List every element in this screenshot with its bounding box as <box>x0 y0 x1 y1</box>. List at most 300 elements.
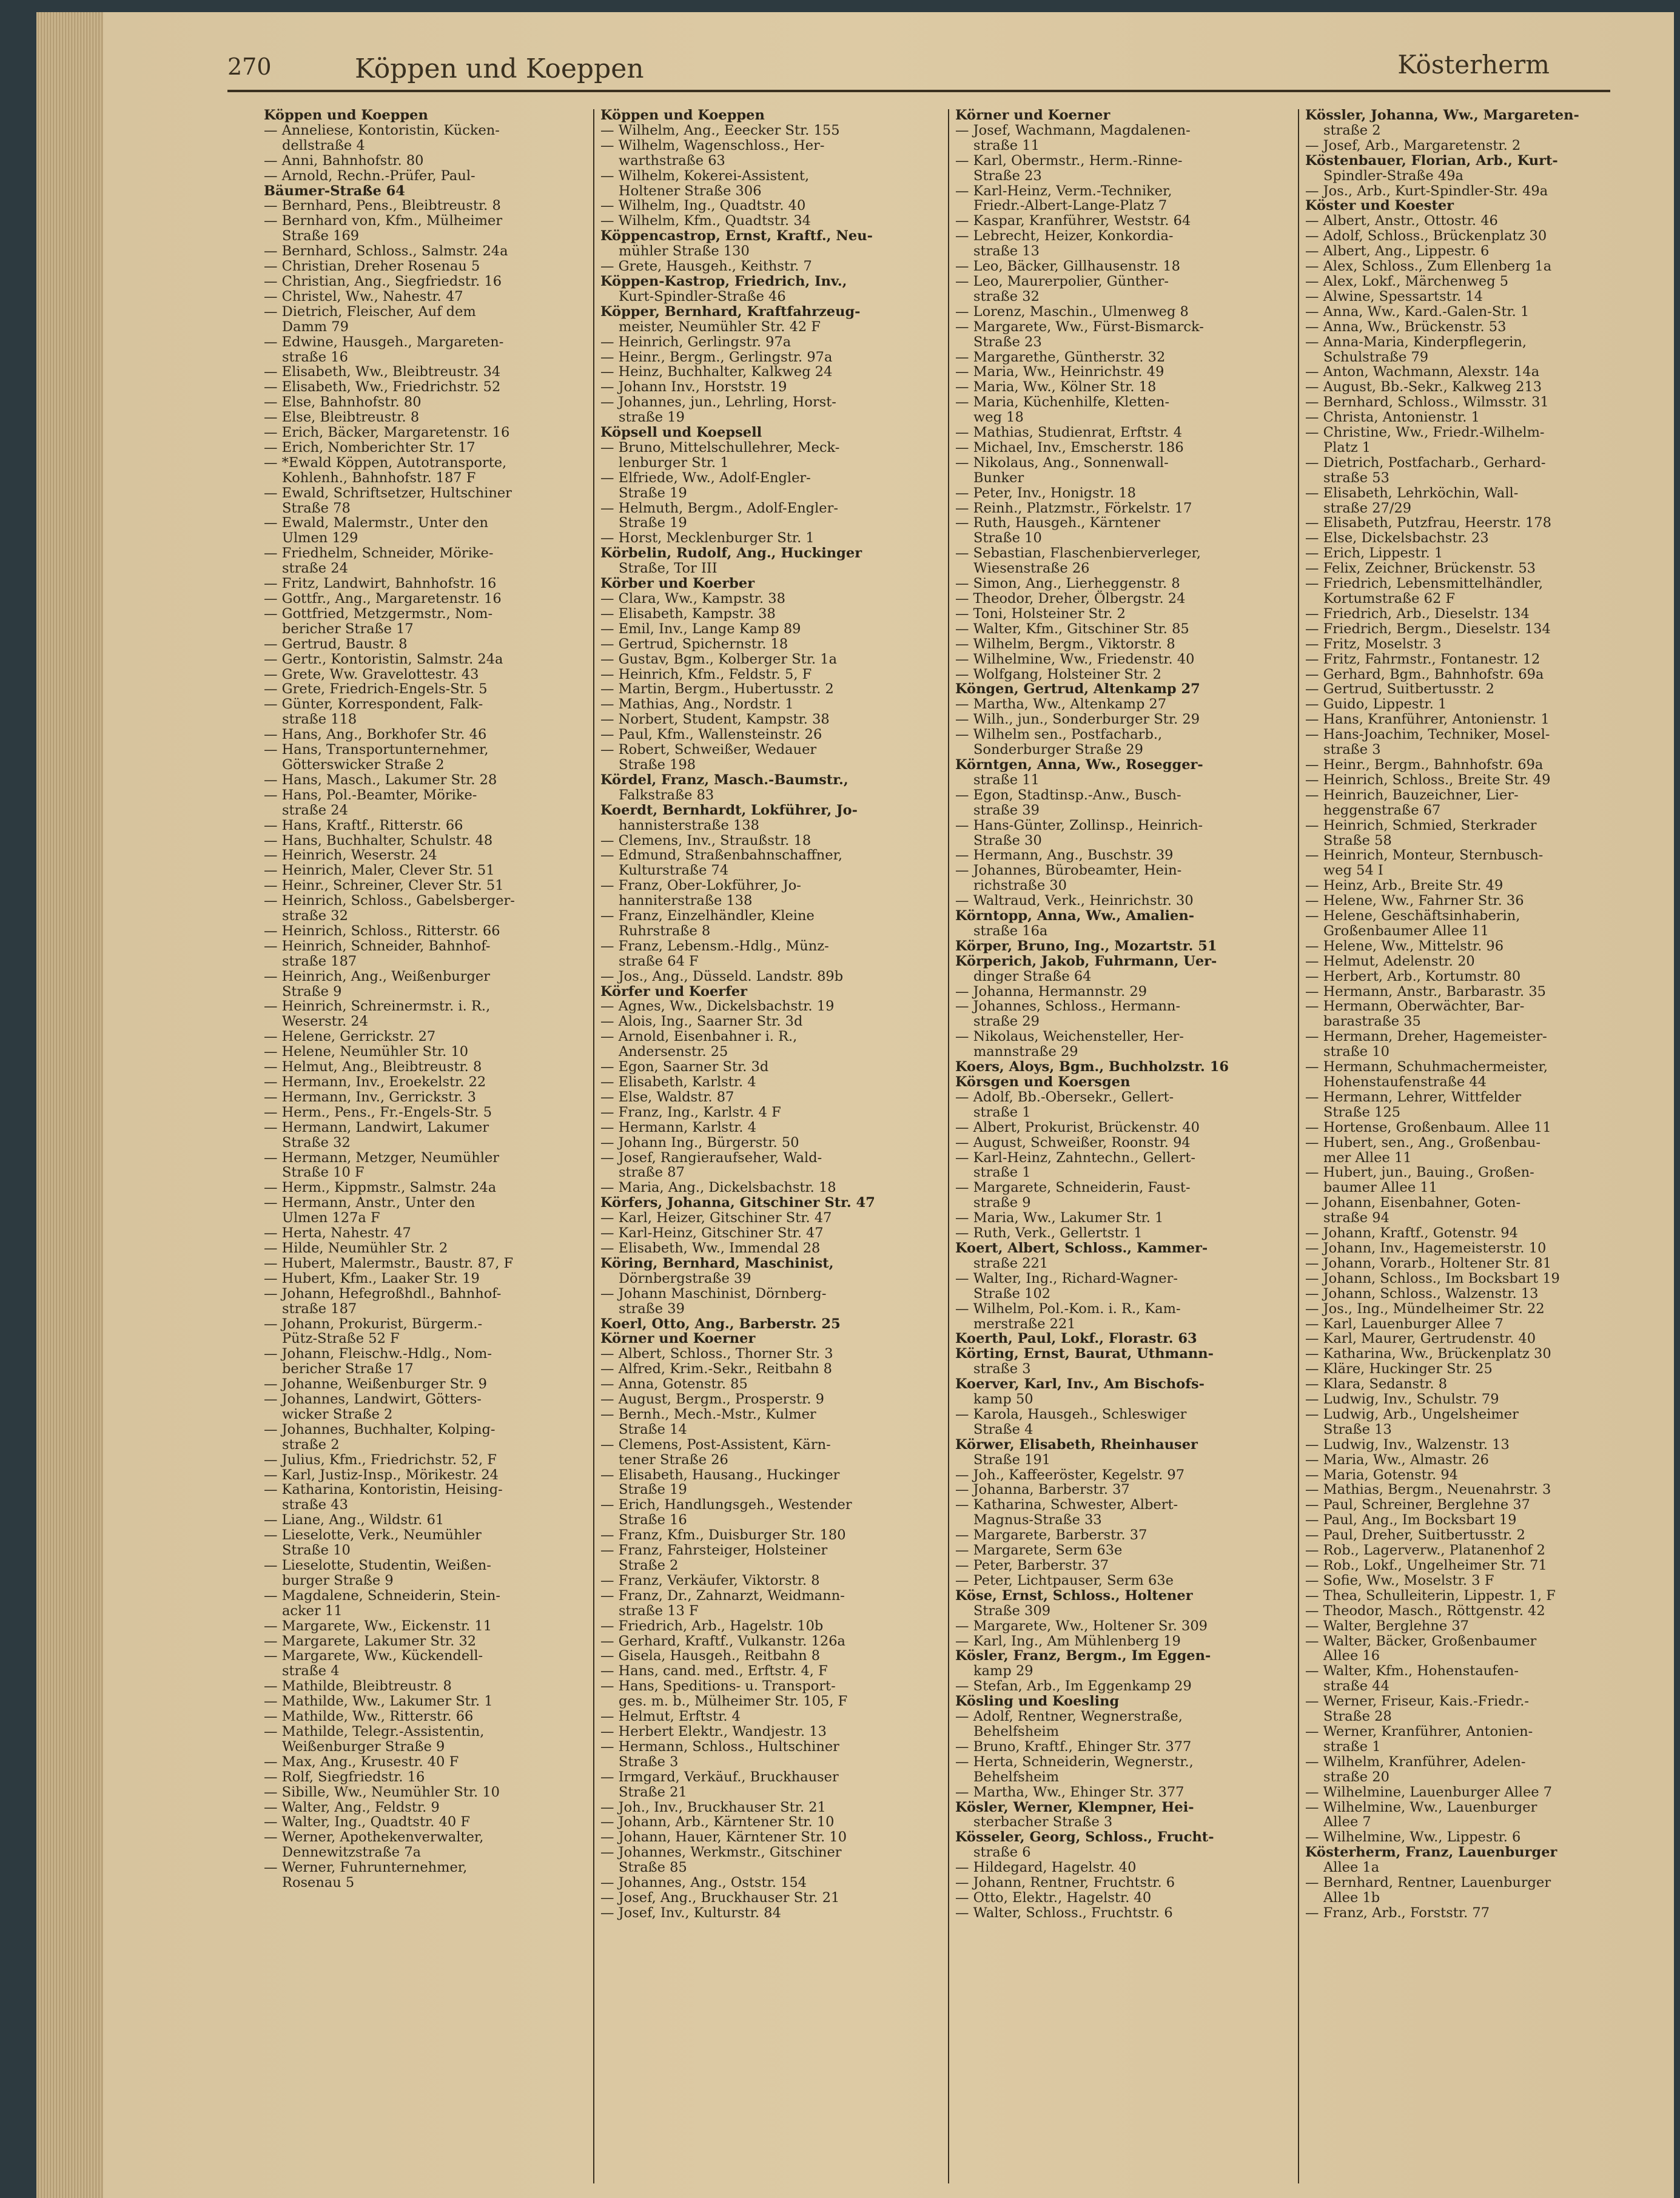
directory-line: tener Straße 26 <box>619 1451 728 1468</box>
directory-line: Straße 14 <box>619 1421 687 1437</box>
directory-line: acker 11 <box>282 1602 343 1619</box>
directory-line: — Robert, Schweißer, Wedauer <box>600 742 817 758</box>
directory-line: — Gerhard, Bgm., Bahnhofstr. 69a <box>1305 666 1544 682</box>
directory-line: — Margarete, Ww., Fürst-Bismarck- <box>955 318 1204 335</box>
directory-line: — Liane, Ang., Wildstr. 61 <box>264 1512 445 1528</box>
directory-line: — Heinz, Buchhalter, Kalkweg 24 <box>600 364 833 380</box>
left-running-head: Köppen und Koeppen <box>355 53 644 84</box>
directory-line: — Erich, Bäcker, Margaretenstr. 16 <box>264 425 510 441</box>
directory-line: — Rob., Lokf., Ungelheimer Str. 71 <box>1305 1558 1547 1573</box>
directory-line: — Sebastian, Flaschenbierverleger, <box>955 545 1201 562</box>
directory-line: — Bruno, Mittelschullehrer, Meck- <box>600 439 840 455</box>
directory-line: Spindler-Straße 49a <box>1323 167 1463 184</box>
page-number: 270 <box>227 53 272 80</box>
directory-line: — Herta, Schneiderin, Wegnerstr., <box>955 1753 1194 1770</box>
directory-line: — Walter, Kfm., Gitschiner Str. 85 <box>955 620 1189 637</box>
directory-line: — Helmut, Erftstr. 4 <box>600 1709 741 1725</box>
directory-line: — Johann, Arb., Kärntener Str. 10 <box>600 1814 835 1830</box>
directory-line: — Christel, Ww., Nahestr. 47 <box>264 288 463 304</box>
directory-line: — Gisela, Hausgeh., Reitbahn 8 <box>600 1648 821 1664</box>
directory-line: — Maria, Ww., Almastr. 26 <box>1305 1451 1489 1468</box>
directory-line: — Heinrich, Kfm., Feldstr. 5, F <box>600 666 812 682</box>
directory-line: — Helene, Ww., Fahrner Str. 36 <box>1305 893 1524 909</box>
directory-line: — Wilhelm, Wagenschloss., Her- <box>600 137 825 153</box>
directory-line: straße 39 <box>973 802 1040 818</box>
directory-line: — Ewald, Schriftsetzer, Hultschiner <box>264 485 512 501</box>
directory-line: Straße 102 <box>973 1285 1051 1302</box>
directory-line: — Johannes, Ang., Oststr. 154 <box>600 1875 807 1891</box>
directory-line: — Karl, Obermstr., Herm.-Rinne- <box>955 152 1183 169</box>
directory-line: kamp 29 <box>973 1663 1033 1679</box>
directory-line: hannisterstraße 138 <box>619 817 759 833</box>
directory-line: Körperich, Jakob, Fuhrmann, Uer- <box>955 953 1217 969</box>
directory-line: — Elfriede, Ww., Adolf-Engler- <box>600 469 811 486</box>
header-rule <box>227 90 1610 92</box>
directory-line: — Maria, Gotenstr. 94 <box>1305 1467 1458 1483</box>
directory-column-4 <box>1305 108 1621 2188</box>
directory-line: — Wilhelm, Pol.-Kom. i. R., Kam- <box>955 1300 1181 1317</box>
directory-line: — Elisabeth, Lehrköchin, Wall- <box>1305 485 1519 501</box>
directory-line: richstraße 30 <box>973 878 1067 894</box>
directory-line: ges. m. b., Mülheimer Str. 105, F <box>619 1693 848 1710</box>
directory-line: Kortumstraße 62 F <box>1323 591 1456 607</box>
directory-line: Straße 10 <box>973 530 1042 546</box>
directory-line: — Julius, Kfm., Friedrichstr. 52, F <box>264 1451 497 1468</box>
directory-line: — Rob., Lagerverw., Platanenhof 2 <box>1305 1542 1545 1559</box>
page-header <box>227 36 1635 91</box>
directory-line: Straße 21 <box>619 1784 687 1800</box>
directory-line: — Helene, Gerrickstr. 27 <box>264 1029 436 1045</box>
directory-line: — Hans, Buchhalter, Schulstr. 48 <box>264 832 493 849</box>
directory-line: — Erich, Handlungsgeh., Westender <box>600 1497 852 1513</box>
directory-line: Kulturstraße 74 <box>619 862 729 879</box>
directory-line: — Hans-Günter, Zollinsp., Heinrich- <box>955 817 1203 833</box>
directory-line: mannstraße 29 <box>973 1044 1078 1060</box>
directory-line: — Johannes, Schloss., Hermann- <box>955 998 1181 1015</box>
directory-line: — Peter, Barberstr. 37 <box>955 1558 1109 1573</box>
directory-line: — Johann, Kraftf., Gotenstr. 94 <box>1305 1225 1518 1242</box>
directory-line: — Martin, Bergm., Hubertusstr. 2 <box>600 681 834 697</box>
directory-line: Köppen und Koeppen <box>600 108 765 123</box>
directory-line: — Thea, Schulleiterin, Lippestr. 1, F <box>1305 1587 1556 1604</box>
directory-line: straße 13 F <box>619 1602 699 1619</box>
directory-line: — Bernhard, Rentner, Lauenburger <box>1305 1875 1551 1891</box>
directory-line: — Heinrich, Schloss., Ritterstr. 66 <box>264 923 500 939</box>
directory-line: — Hermann, Schloss., Hultschiner <box>600 1738 839 1755</box>
directory-line: — Alex, Lokf., Märchenweg 5 <box>1305 273 1509 289</box>
directory-line: — Franz, Verkäufer, Viktorstr. 8 <box>600 1572 820 1588</box>
directory-line: Körting, Ernst, Baurat, Uthmann- <box>955 1346 1214 1362</box>
directory-line: — Grete, Ww. Gravelottestr. 43 <box>264 666 479 682</box>
directory-line: — Bernhard, Schloss., Wilmsstr. 31 <box>1305 394 1549 411</box>
directory-line: — Margarete, Schneiderin, Faust- <box>955 1180 1191 1196</box>
directory-line: Kösterherm, Franz, Lauenburger <box>1305 1844 1557 1861</box>
directory-line: — Else, Bahnhofstr. 80 <box>264 394 422 411</box>
directory-line: — Anton, Wachmann, Alexstr. 14a <box>1305 364 1540 380</box>
directory-line: — Heinrich, Monteur, Sternbusch- <box>1305 847 1544 864</box>
directory-line: straße 187 <box>282 1300 357 1317</box>
directory-line: mer Allee 11 <box>1323 1149 1412 1166</box>
directory-line: Straße 19 <box>619 485 687 501</box>
directory-line: — Johann, Schloss., Im Bocksbart 19 <box>1305 1270 1560 1286</box>
directory-line: — Heinrich, Maler, Clever Str. 51 <box>264 862 495 879</box>
directory-line: — Else, Bleibtreustr. 8 <box>264 409 420 426</box>
directory-line: — Werner, Friseur, Kais.-Friedr.- <box>1305 1693 1529 1710</box>
directory-line: — Magdalene, Schneiderin, Stein- <box>264 1587 500 1604</box>
directory-line: Kurt-Spindler-Straße 46 <box>619 288 786 304</box>
directory-line: Pütz-Straße 52 F <box>282 1331 400 1347</box>
directory-line: Kösler, Franz, Bergm., Im Eggen- <box>955 1648 1211 1664</box>
directory-line: — Margarete, Serm 63e <box>955 1542 1123 1559</box>
directory-line: — Johann Ing., Bürgerstr. 50 <box>600 1134 799 1151</box>
directory-line: — Franz, Fahrsteiger, Holsteiner <box>600 1542 828 1559</box>
directory-line: Straße 10 <box>282 1542 351 1559</box>
directory-line: Andersenstr. 25 <box>619 1044 728 1060</box>
directory-line: — Clara, Ww., Kampstr. 38 <box>600 591 785 607</box>
directory-line: — Mathilde, Ww., Ritterstr. 66 <box>264 1709 474 1725</box>
directory-line: — Paul, Kfm., Wallensteinstr. 26 <box>600 727 822 743</box>
directory-line: Straße 19 <box>619 1482 687 1498</box>
directory-line: Körsgen und Koersgen <box>955 1074 1131 1090</box>
directory-line: Köppen und Koeppen <box>264 108 428 123</box>
directory-line: straße 53 <box>1323 469 1389 486</box>
column-divider <box>593 109 594 2183</box>
directory-line: — Gertrud, Baustr. 8 <box>264 636 408 652</box>
directory-line: Straße 309 <box>973 1602 1051 1619</box>
directory-line: burger Straße 9 <box>282 1572 394 1588</box>
directory-line: straße 87 <box>619 1165 685 1181</box>
directory-line: — Paul, Schreiner, Berglehne 37 <box>1305 1497 1530 1513</box>
directory-line: Straße 30 <box>973 832 1042 849</box>
directory-line: Straße 125 <box>1323 1104 1401 1120</box>
directory-line: dellstraße 4 <box>282 137 365 153</box>
directory-line: — Hans, Masch., Lakumer Str. 28 <box>264 771 497 788</box>
directory-line: — Wilhelmine, Ww., Lippestr. 6 <box>1305 1829 1521 1846</box>
directory-line: — Helmut, Adelenstr. 20 <box>1305 953 1475 969</box>
directory-line: — Maria, Küchenhilfe, Kletten- <box>955 394 1170 411</box>
directory-line: — Margarete, Ww., Kückendell- <box>264 1648 483 1664</box>
directory-line: — Katharina, Ww., Brückenplatz 30 <box>1305 1346 1551 1362</box>
directory-line: — Alfred, Krim.-Sekr., Reitbahn 8 <box>600 1361 832 1377</box>
directory-line: — Heinz, Arb., Breite Str. 49 <box>1305 878 1504 894</box>
directory-line: Kördel, Franz, Masch.-Baumstr., <box>600 771 848 788</box>
directory-line: Körbelin, Rudolf, Ang., Huckinger <box>600 545 862 562</box>
directory-line: — Gertr., Kontoristin, Salmstr. 24a <box>264 651 503 667</box>
directory-line: — Christian, Dreher Rosenau 5 <box>264 258 480 275</box>
directory-line: — Bernhard, Pens., Bleibtreustr. 8 <box>264 198 501 214</box>
directory-line: Köpsell und Koepsell <box>600 425 762 441</box>
directory-line: — Johann, Hauer, Kärntener Str. 10 <box>600 1829 847 1846</box>
directory-line: Koerl, Otto, Ang., Barberstr. 25 <box>600 1316 841 1332</box>
directory-line: — Heinr., Bergm., Bahnhofstr. 69a <box>1305 756 1544 773</box>
directory-line: Ulmen 127a F <box>282 1210 380 1226</box>
directory-line: Allee 1a <box>1323 1860 1380 1876</box>
directory-line: Körner und Koerner <box>600 1331 756 1347</box>
directory-line: — Albert, Schloss., Thorner Str. 3 <box>600 1346 833 1362</box>
directory-line: — Gottfr., Ang., Margaretenstr. 16 <box>264 591 502 607</box>
directory-line: — Mathias, Bergm., Neuenahrstr. 3 <box>1305 1482 1551 1498</box>
directory-line: — Klara, Sedanstr. 8 <box>1305 1376 1448 1393</box>
directory-line: Bäumer-Straße 64 <box>264 183 405 199</box>
directory-line: — Hans, Kranführer, Antonienstr. 1 <box>1305 711 1550 728</box>
directory-line: — Hans, Transportunternehmer, <box>264 742 489 758</box>
directory-line: — Franz, Dr., Zahnarzt, Weidmann- <box>600 1587 845 1604</box>
directory-line: — Lebrecht, Heizer, Konkordia- <box>955 228 1174 244</box>
directory-line: — Elisabeth, Ww., Bleibtreustr. 34 <box>264 364 501 380</box>
directory-line: — Hermann, Karlstr. 4 <box>600 1119 757 1135</box>
directory-line: straße 118 <box>282 711 357 728</box>
directory-line: Behelfsheim <box>973 1769 1060 1785</box>
directory-line: straße 19 <box>619 409 685 426</box>
directory-line: Straße 16 <box>619 1512 687 1528</box>
directory-line: — Leo, Bäcker, Gillhausenstr. 18 <box>955 258 1180 275</box>
directory-line: straße 221 <box>973 1255 1049 1271</box>
directory-line: — Johann, Inv., Hagemeisterstr. 10 <box>1305 1240 1547 1256</box>
directory-line: — Helene, Geschäftsinhaberin, <box>1305 908 1520 924</box>
directory-line: — Johannes, Buchhalter, Kolping- <box>264 1421 496 1437</box>
directory-line: bericher Straße 17 <box>282 1361 414 1377</box>
directory-line: sterbacher Straße 3 <box>973 1814 1113 1830</box>
directory-line: — Gottfried, Metzgermstr., Nom- <box>264 605 493 622</box>
directory-line: — Guido, Lippestr. 1 <box>1305 696 1447 713</box>
directory-line: — Hermann, Dreher, Hagemeister- <box>1305 1029 1547 1045</box>
directory-line: — Hildegard, Hagelstr. 40 <box>955 1860 1137 1876</box>
directory-line: — Johann, Fleischw.-Hdlg., Nom- <box>264 1346 492 1362</box>
directory-line: Falkstraße 83 <box>619 787 714 803</box>
directory-line: — Wilhelm, Ing., Quadtstr. 40 <box>600 198 806 214</box>
directory-line: wicker Straße 2 <box>282 1406 393 1422</box>
directory-line: — Elisabeth, Ww., Friedrichstr. 52 <box>264 379 501 395</box>
directory-line: — Lieselotte, Studentin, Weißen- <box>264 1558 491 1573</box>
directory-line: — Emil, Inv., Lange Kamp 89 <box>600 620 801 637</box>
directory-line: — Bernhard von, Kfm., Mülheimer <box>264 213 503 229</box>
directory-line: Straße 9 <box>282 983 342 1000</box>
directory-line: Straße 169 <box>282 228 360 244</box>
directory-line: dinger Straße 64 <box>973 968 1092 984</box>
directory-line: — Ruth, Hausgeh., Kärntener <box>955 515 1161 531</box>
directory-line: — Grete, Friedrich-Engels-Str. 5 <box>264 681 488 697</box>
directory-line: — Wolfgang, Holsteiner Str. 2 <box>955 666 1161 682</box>
directory-line: Straße 32 <box>282 1134 351 1151</box>
directory-line: — Simon, Ang., Lierheggenstr. 8 <box>955 576 1180 592</box>
directory-line: — Josef, Ang., Bruckhauser Str. 21 <box>600 1889 840 1906</box>
directory-line: — Friedrich, Bergm., Dieselstr. 134 <box>1305 620 1551 637</box>
directory-line: — Sofie, Ww., Moselstr. 3 F <box>1305 1572 1494 1588</box>
directory-line: — Felix, Zeichner, Brückenstr. 53 <box>1305 560 1536 577</box>
directory-line: — Ludwig, Inv., Schulstr. 79 <box>1305 1391 1499 1408</box>
directory-line: — Johannes, Bürobeamter, Hein- <box>955 862 1182 879</box>
directory-line: — Johanne, Weißenburger Str. 9 <box>264 1376 487 1393</box>
directory-line: — Nikolaus, Weichensteller, Her- <box>955 1029 1184 1045</box>
directory-line: — Christa, Antonienstr. 1 <box>1305 409 1480 426</box>
directory-line: — Karl, Heizer, Gitschiner Str. 47 <box>600 1210 832 1226</box>
directory-line: heggenstraße 67 <box>1323 802 1441 818</box>
directory-line: — Günter, Korrespondent, Falk- <box>264 696 483 713</box>
directory-line: — Gertrud, Spichernstr. 18 <box>600 636 788 652</box>
directory-line: — Peter, Inv., Honigstr. 18 <box>955 485 1136 501</box>
directory-line: — Hans, Pol.-Beamter, Mörike- <box>264 787 477 803</box>
directory-line: — Joh., Inv., Bruckhauser Str. 21 <box>600 1799 826 1815</box>
directory-line: — Peter, Lichtpauser, Serm 63e <box>955 1572 1174 1588</box>
directory-line: — Bernhard, Schloss., Salmstr. 24a <box>264 243 508 260</box>
directory-line: — Hermann, Ang., Buschstr. 39 <box>955 847 1174 864</box>
directory-line: — Karl, Justiz-Insp., Mörikestr. 24 <box>264 1467 499 1483</box>
directory-line: straße 2 <box>282 1436 340 1453</box>
directory-line: — Elisabeth, Ww., Immendal 28 <box>600 1240 821 1256</box>
directory-line: — Josef, Wachmann, Magdalenen- <box>955 122 1191 138</box>
directory-line: — Karl-Heinz, Gitschiner Str. 47 <box>600 1225 824 1242</box>
directory-line: — Herta, Nahestr. 47 <box>264 1225 411 1242</box>
directory-line: Rosenau 5 <box>282 1875 355 1891</box>
directory-line: Straße 23 <box>973 334 1042 350</box>
directory-line: — Hermann, Lehrer, Wittfelder <box>1305 1089 1522 1105</box>
directory-line: — Hermann, Inv., Gerrickstr. 3 <box>264 1089 476 1105</box>
directory-column-2 <box>600 108 940 2188</box>
directory-line: — Hilde, Neumühler Str. 2 <box>264 1240 448 1256</box>
directory-line: — Kläre, Huckinger Str. 25 <box>1305 1361 1493 1377</box>
directory-line: — Johann, Rentner, Fruchtstr. 6 <box>955 1875 1175 1891</box>
directory-line: — Hubert, Kfm., Laaker Str. 19 <box>264 1270 480 1286</box>
directory-line: — Stefan, Arb., Im Eggenkamp 29 <box>955 1678 1192 1695</box>
directory-line: Wiesenstraße 26 <box>973 560 1090 577</box>
directory-line: Straße 10 F <box>282 1165 365 1181</box>
directory-line: straße 24 <box>282 560 348 577</box>
directory-line: lenburger Str. 1 <box>619 454 729 471</box>
directory-line: — Norbert, Student, Kampstr. 38 <box>600 711 830 728</box>
directory-line: straße 3 <box>1323 742 1381 758</box>
directory-line: Koerver, Karl, Inv., Am Bischofs- <box>955 1376 1205 1393</box>
directory-line: — Erich, Nomberichter Str. 17 <box>264 439 475 455</box>
directory-line: — Christine, Ww., Friedr.-Wilhelm- <box>1305 425 1545 441</box>
directory-line: — Franz, Kfm., Duisburger Str. 180 <box>600 1527 846 1544</box>
directory-line: — Edwine, Hausgeh., Margareten- <box>264 334 504 350</box>
directory-line: straße 24 <box>282 802 348 818</box>
directory-line: — Alex, Schloss., Zum Ellenberg 1a <box>1305 258 1552 275</box>
directory-line: — Max, Ang., Krusestr. 40 F <box>264 1753 459 1770</box>
directory-line: — Maria, Ww., Heinrichstr. 49 <box>955 364 1164 380</box>
directory-line: — Hans, Speditions- u. Transport- <box>600 1678 836 1695</box>
directory-line: Straße 19 <box>619 515 687 531</box>
directory-line: — Arnold, Rechn.-Prüfer, Paul- <box>264 167 475 184</box>
directory-line: — Alois, Ing., Saarner Str. 3d <box>600 1013 803 1030</box>
directory-line: straße 32 <box>282 908 348 924</box>
directory-line: — Jos., Ing., Mündelheimer Str. 22 <box>1305 1300 1545 1317</box>
directory-line: — Karl-Heinz, Verm.-Techniker, <box>955 183 1172 199</box>
directory-line: — Franz, Lebensm.-Hdlg., Münz- <box>600 938 829 954</box>
directory-line: — Anneliese, Kontoristin, Kücken- <box>264 122 500 138</box>
directory-line: Weserstr. 24 <box>282 1013 369 1030</box>
directory-line: — Maria, Ww., Kölner Str. 18 <box>955 379 1157 395</box>
directory-line: — Arnold, Eisenbahner i. R., <box>600 1029 798 1045</box>
directory-line: Ulmen 129 <box>282 530 358 546</box>
directory-line: Straße 58 <box>1323 832 1392 849</box>
directory-line: — Egon, Stadtinsp.-Anw., Busch- <box>955 787 1181 803</box>
directory-line: — Clemens, Inv., Straußstr. 18 <box>600 832 811 849</box>
directory-line: — Ewald, Malermstr., Unter den <box>264 515 488 531</box>
right-running-head: Kösterherm <box>1397 50 1550 79</box>
directory-line: — Anni, Bahnhofstr. 80 <box>264 152 424 169</box>
directory-line: Holtener Straße 306 <box>619 183 762 199</box>
directory-line: — Mathias, Studienrat, Erftstr. 4 <box>955 425 1183 441</box>
directory-line: — Franz, Ober-Lokführer, Jo- <box>600 878 801 894</box>
column-divider <box>1298 109 1299 2183</box>
directory-line: Köngen, Gertrud, Altenkamp 27 <box>955 681 1200 697</box>
directory-line: — Heinrich, Schreinermstr. i. R., <box>264 998 491 1015</box>
directory-line: Köstenbauer, Florian, Arb., Kurt- <box>1305 152 1558 169</box>
directory-line: — Anna, Ww., Brückenstr. 53 <box>1305 318 1507 335</box>
directory-line: — Katharina, Kontoristin, Heising- <box>264 1482 503 1498</box>
directory-line: Dennewitzstraße 7a <box>282 1844 421 1861</box>
directory-line: Koerth, Paul, Lokf., Florastr. 63 <box>955 1331 1197 1347</box>
directory-line: — Franz, Arb., Forststr. 77 <box>1305 1904 1490 1921</box>
directory-line: — Heinrich, Gerlingstr. 97a <box>600 334 791 350</box>
directory-line: — Martha, Ww., Ehinger Str. 377 <box>955 1784 1184 1800</box>
directory-line: — Wilhelm, Kfm., Quadtstr. 34 <box>600 213 811 229</box>
directory-line: — Wilhelmine, Ww., Lauenburger <box>1305 1799 1537 1815</box>
directory-line: — Franz, Einzelhändler, Kleine <box>600 908 815 924</box>
directory-line: — Clemens, Post-Assistent, Kärn- <box>600 1436 831 1453</box>
directory-line: — Elisabeth, Hausang., Huckinger <box>600 1467 840 1483</box>
directory-line: — Walter, Ing., Richard-Wagner- <box>955 1270 1178 1286</box>
directory-line: straße 39 <box>619 1300 685 1317</box>
directory-line: — Nikolaus, Ang., Sonnenwall- <box>955 454 1169 471</box>
directory-line: — Walter, Schloss., Fruchtstr. 6 <box>955 1904 1173 1921</box>
directory-line: — Walter, Berglehne 37 <box>1305 1618 1469 1634</box>
directory-line: Körfers, Johanna, Gitschiner Str. 47 <box>600 1195 875 1211</box>
directory-line: — Werner, Fuhrunternehmer, <box>264 1860 468 1876</box>
directory-line: — Hermann, Anstr., Unter den <box>264 1195 475 1211</box>
directory-line: Köpper, Bernhard, Kraftfahrzeug- <box>600 303 861 320</box>
directory-line: — Josef, Rangieraufseher, Wald- <box>600 1149 822 1166</box>
directory-line: — Jos., Ang., Düsseld. Landstr. 89b <box>600 968 844 984</box>
directory-line: — Hermann, Inv., Eroekelstr. 22 <box>264 1074 486 1090</box>
directory-line: bericher Straße 17 <box>282 620 414 637</box>
directory-line: — Hans, Kraftf., Ritterstr. 66 <box>264 817 463 833</box>
directory-line: Allee 1b <box>1323 1889 1380 1906</box>
directory-line: — Gustav, Bgm., Kolberger Str. 1a <box>600 651 838 667</box>
directory-line: — Heinr., Schreiner, Clever Str. 51 <box>264 878 504 894</box>
directory-line: — Heinrich, Schloss., Breite Str. 49 <box>1305 771 1551 788</box>
directory-line: — Wilhelm, Ang., Eeecker Str. 155 <box>600 122 840 138</box>
directory-line: straße 11 <box>973 137 1040 153</box>
directory-line: — Johannes, Werkmstr., Gitschiner <box>600 1844 842 1861</box>
directory-line: — Hermann, Oberwächter, Bar- <box>1305 998 1525 1015</box>
directory-line: — Mathilde, Telegr.-Assistentin, <box>264 1723 485 1739</box>
directory-line: Bunker <box>973 469 1024 486</box>
directory-line: — Albert, Prokurist, Brückenstr. 40 <box>955 1119 1200 1135</box>
directory-line: Behelfsheim <box>973 1723 1060 1739</box>
directory-line: — Helmuth, Bergm., Adolf-Engler- <box>600 500 838 516</box>
directory-line: — Katharina, Schwester, Albert- <box>955 1497 1178 1513</box>
directory-line: — Wilhelm sen., Postfacharb., <box>955 727 1163 743</box>
directory-line: Kösseler, Georg, Schloss., Frucht- <box>955 1829 1214 1846</box>
directory-line: — *Ewald Köppen, Autotransporte, <box>264 454 507 471</box>
directory-line: — Elisabeth, Karlstr. 4 <box>600 1074 756 1090</box>
directory-line: — Hubert, jun., Bauing., Großen- <box>1305 1165 1534 1181</box>
directory-line: — Horst, Mecklenburger Str. 1 <box>600 530 815 546</box>
directory-line: Straße, Tor III <box>619 560 717 577</box>
directory-line: — Dietrich, Postfacharb., Gerhard- <box>1305 454 1546 471</box>
directory-line: Damm 79 <box>282 318 349 335</box>
directory-line: Dörnbergstraße 39 <box>619 1270 751 1286</box>
directory-line: straße 43 <box>282 1497 348 1513</box>
directory-line: — Egon, Saarner Str. 3d <box>600 1059 769 1075</box>
directory-line: — Bernh., Mech.-Mstr., Kulmer <box>600 1406 816 1422</box>
directory-line: — Margarete, Ww., Eickenstr. 11 <box>264 1618 492 1634</box>
directory-line: straße 1 <box>1323 1738 1381 1755</box>
directory-line: — Albert, Ang., Lippestr. 6 <box>1305 243 1490 260</box>
directory-line: straße 13 <box>973 243 1040 260</box>
